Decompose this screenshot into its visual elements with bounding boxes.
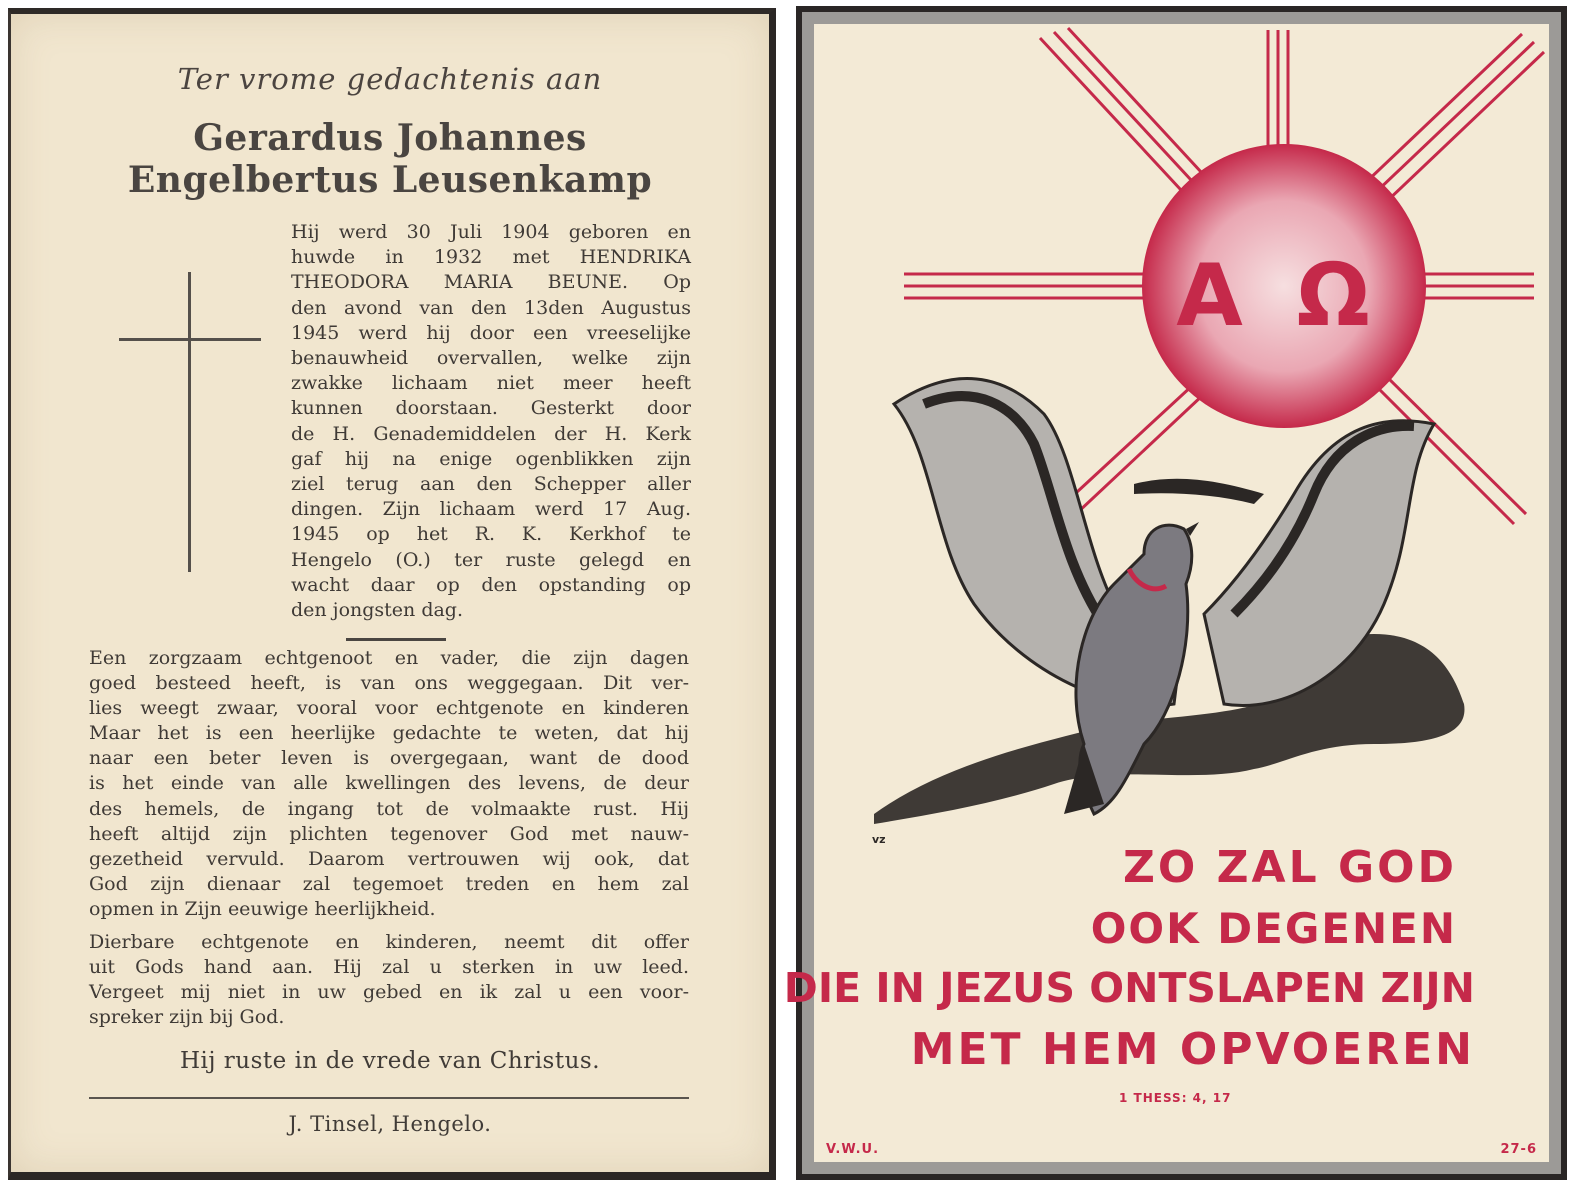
illustration-panel [783, 24, 1549, 1162]
tribute-line: lies weegt zwaar, vooral voor echtgenote en kinderen [89, 697, 689, 720]
family-line: Vergeet mij niet in uw gebed en ik zal u een voor- [89, 981, 689, 1004]
tribute-line: is het einde van alle kwellingen des levens, de deur [89, 772, 689, 795]
biography-line: THEODORA MARIA BEUNE. Op [291, 271, 691, 294]
verse-line-4: MET HEM OPVOEREN [910, 1024, 1475, 1075]
memorial-card-text-side [8, 8, 776, 1180]
alpha-omega-symbols: A Ω [1176, 246, 1382, 346]
biography-line: ziel terug aan den Schepper aller [291, 473, 691, 496]
biography-text [291, 220, 691, 623]
tribute-line: gezetheid vervuld. Daarom vertrouwen wij ook, dat [89, 847, 689, 870]
divider [89, 1097, 689, 1099]
family-line: uit Gods hand aan. Hij zal u sterken in uw leed. [89, 956, 689, 979]
closing-line: Hij ruste in de vrede van Christus. [179, 1048, 601, 1074]
card-number: 27-6 [1500, 1142, 1537, 1157]
deceased-name-line-1: Gerardus Johannes [193, 117, 587, 159]
publisher-mark: V.W.U. [826, 1142, 880, 1157]
family-paragraph [89, 930, 689, 1030]
family-line: spreker zijn bij God. [89, 1006, 285, 1029]
tribute-line: opmen in Zijn eeuwige heerlijkheid. [89, 897, 436, 920]
biography-line: 1945 werd hij door een vreeselijke [291, 321, 691, 344]
biography-line: Hengelo (O.) ter ruste gelegd en [291, 548, 691, 571]
bible-reference: 1 THESS: 4, 17 [1119, 1091, 1232, 1105]
memorial-card-illustration-side [783, 6, 1567, 1180]
family-line: Dierbare echtgenote en kinderen, neemt dit offer [89, 931, 689, 953]
biography-line: zwakke lichaam niet meer heeft [291, 372, 691, 395]
tribute-line: goed besteed heeft, is van ons weggegaan. Dit ver- [89, 672, 689, 695]
tribute-line: heeft altijd zijn plichten tegenover God met nauw- [89, 822, 689, 845]
tribute-line: des hemels, de ingang tot de volmaakte rust. Hij [89, 797, 689, 820]
divider [346, 638, 446, 641]
biography-line: kunnen doorstaan. Gesterkt door [291, 397, 691, 420]
biography-line: huwde in 1932 met HENDRIKA [291, 246, 691, 269]
biography-line: Hij werd 30 Juli 1904 geboren en [291, 221, 691, 243]
biography-line: wacht daar op den opstanding op [291, 573, 691, 596]
biography-line: benauwheid overvallen, welke zijn [291, 347, 691, 370]
biography-line: dingen. Zijn lichaam werd 17 Aug. [291, 498, 691, 521]
card-heading: Ter vrome gedachtenis aan [177, 62, 603, 96]
tribute-line: Maar het is een heerlijke gedachte te weten, dat hij [89, 722, 689, 745]
biography-line: den avond van den 13den Augustus [291, 296, 691, 319]
verse-line-3: DIE IN JEZUS ONTSLAPEN ZIJN [783, 964, 1475, 1012]
tribute-paragraph [89, 646, 689, 922]
tribute-line: naar een beter leven is overgegaan, want de dood [89, 747, 689, 770]
cross-icon [119, 272, 261, 572]
biography-line: gaf hij na enige ogenblikken zijn [291, 447, 691, 470]
verse-line-2: OOK DEGENEN [1090, 904, 1457, 953]
verse-line-1: ZO ZAL GOD [1123, 842, 1457, 893]
biography-line: den jongsten dag. [291, 599, 464, 622]
artist-mark: vz [872, 833, 886, 846]
deceased-name-line-2: Engelbertus Leusenkamp [127, 159, 653, 201]
tribute-line: Een zorgzaam echtgenoot en vader, die zijn dagen [89, 647, 689, 669]
biography-line: 1945 op het R. K. Kerkhof te [291, 523, 691, 546]
biography-line: de H. Genademiddelen der H. Kerk [291, 422, 691, 445]
tribute-line: God zijn dienaar zal tegemoet treden en hem zal [89, 872, 689, 895]
printer-credit: J. Tinsel, Hengelo. [288, 1112, 492, 1136]
